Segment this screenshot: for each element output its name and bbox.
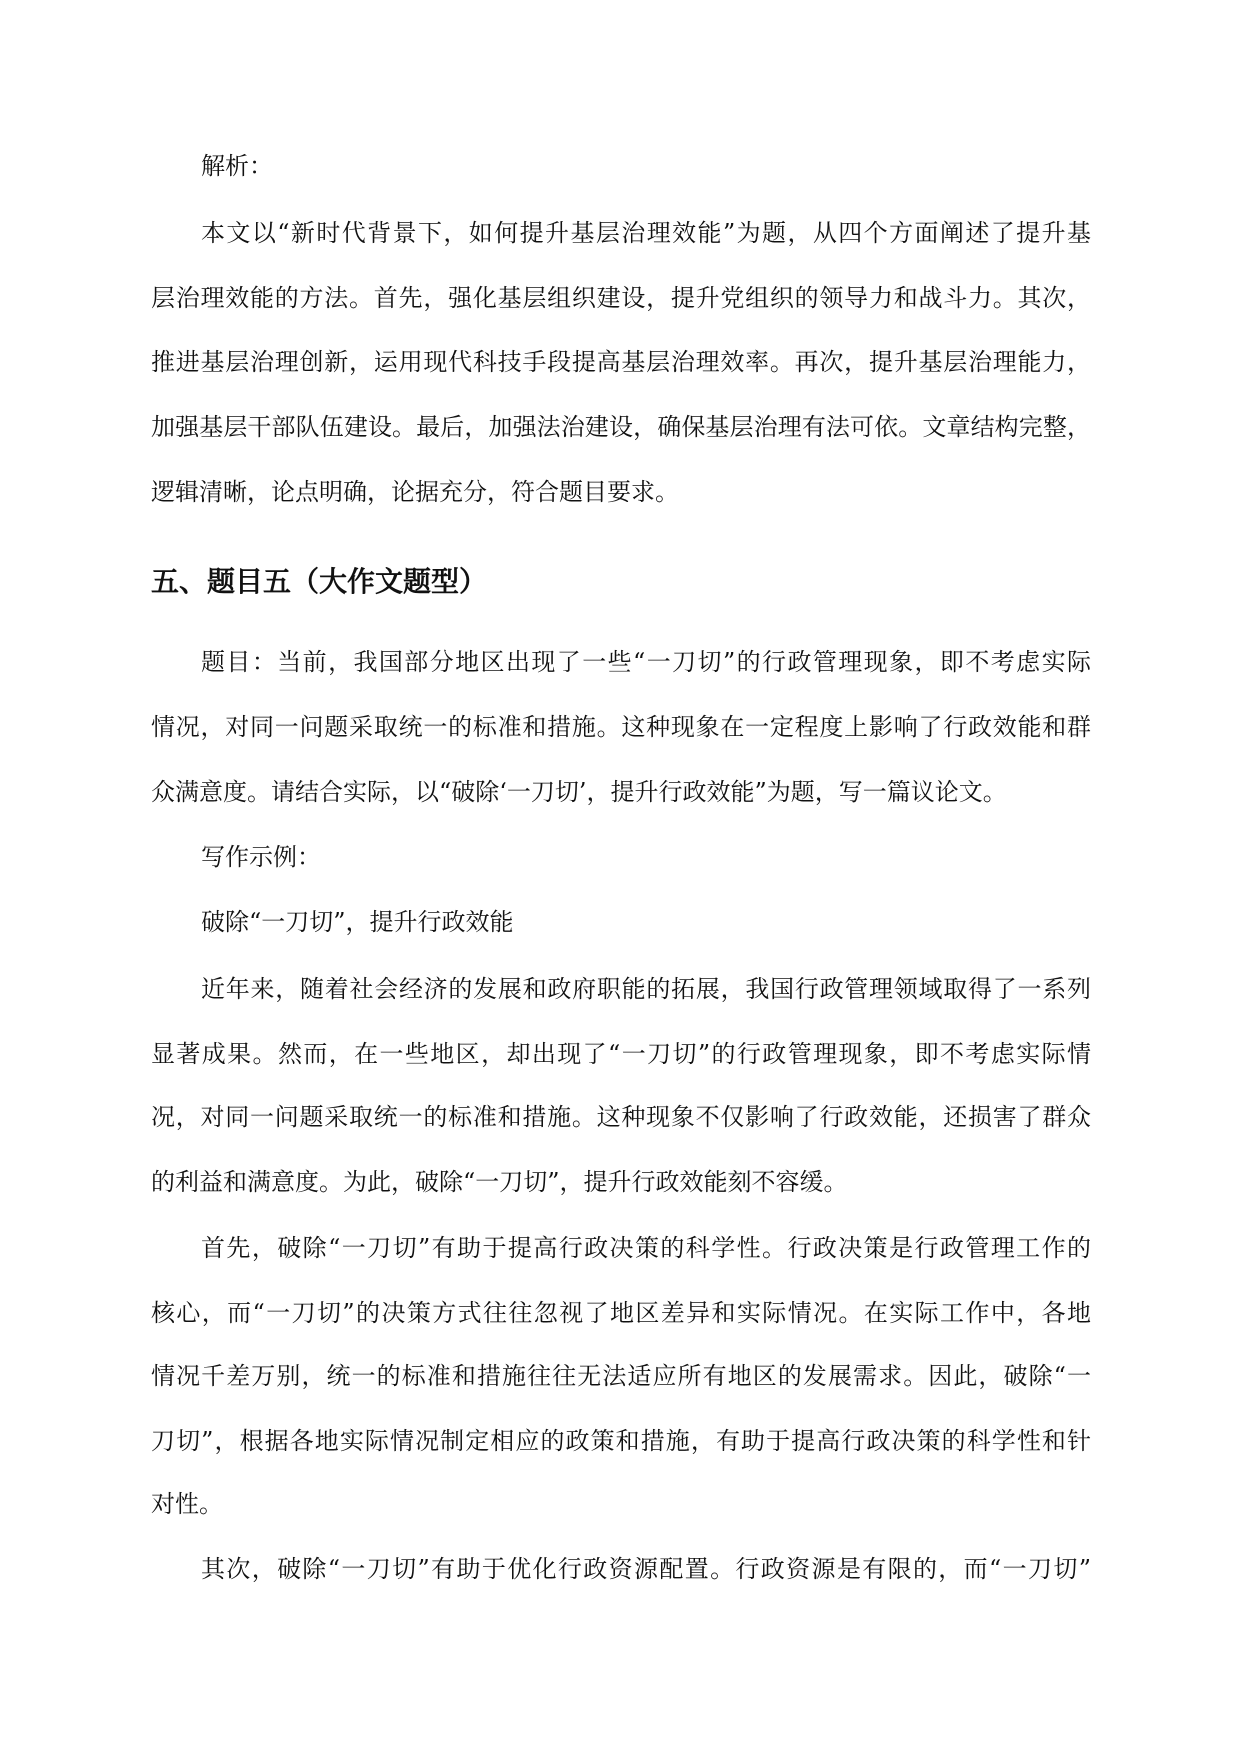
question-paragraph-line: 情况，对同一问题采取统一的标准和措施。这种现象在一定程度上影响了行政效能和群 <box>151 713 1091 741</box>
section-heading: 五、题目五（大作文题型） <box>151 565 488 598</box>
essay-paragraph-first-line: 对性。 <box>151 1490 223 1518</box>
analysis-paragraph-line: 本文以“新时代背景下，如何提升基层治理效能”为题，从四个方面阐述了提升基 <box>201 219 1091 247</box>
essay-paragraph-intro-line: 近年来，随着社会经济的发展和政府职能的拓展，我国行政管理领域取得了一系列 <box>201 975 1091 1003</box>
essay-paragraph-intro-line: 显著成果。然而，在一些地区，却出现了“一刀切”的行政管理现象，即不考虑实际情 <box>151 1040 1091 1068</box>
question-paragraph-line: 题目：当前，我国部分地区出现了一些“一刀切”的行政管理现象，即不考虑实际 <box>201 648 1091 676</box>
example-label-line: 写作示例： <box>201 843 321 871</box>
essay-paragraph-intro-line: 况，对同一问题采取统一的标准和措施。这种现象不仅影响了行政效能，还损害了群众 <box>151 1103 1091 1131</box>
essay-paragraph-first-line: 核心，而“一刀切”的决策方式往往忽视了地区差异和实际情况。在实际工作中，各地 <box>151 1299 1091 1327</box>
question-paragraph-line: 众满意度。请结合实际，以“破除‘一刀切’，提升行政效能”为题，写一篇议论文。 <box>151 778 1007 806</box>
essay-paragraph-second-line: 其次，破除“一刀切”有助于优化行政资源配置。行政资源是有限的，而“一刀切” <box>201 1555 1091 1583</box>
essay-paragraph-intro-line: 的利益和满意度。为此，破除“一刀切”，提升行政效能刻不容缓。 <box>151 1168 848 1196</box>
essay-paragraph-first-line: 首先，破除“一刀切”有助于提高行政决策的科学性。行政决策是行政管理工作的 <box>201 1234 1091 1262</box>
analysis-paragraph-line: 层治理效能的方法。首先，强化基层组织建设，提升党组织的领导力和战斗力。其次， <box>151 284 1091 312</box>
analysis-label-line: 解析： <box>201 152 273 180</box>
essay-paragraph-first-line: 情况千差万别，统一的标准和措施往往无法适应所有地区的发展需求。因此，破除“一 <box>151 1362 1091 1390</box>
analysis-paragraph-line: 推进基层治理创新，运用现代科技手段提高基层治理效率。再次，提升基层治理能力， <box>151 348 1091 376</box>
analysis-paragraph-line: 逻辑清晰，论点明确，论据充分，符合题目要求。 <box>151 478 679 506</box>
analysis-paragraph-line: 加强基层干部队伍建设。最后，加强法治建设，确保基层治理有法可依。文章结构完整， <box>151 413 1091 441</box>
essay-paragraph-first-line: 刀切”，根据各地实际情况制定相应的政策和措施，有助于提高行政决策的科学性和针 <box>151 1427 1091 1455</box>
essay-title-line: 破除“一刀切”，提升行政效能 <box>201 908 514 936</box>
